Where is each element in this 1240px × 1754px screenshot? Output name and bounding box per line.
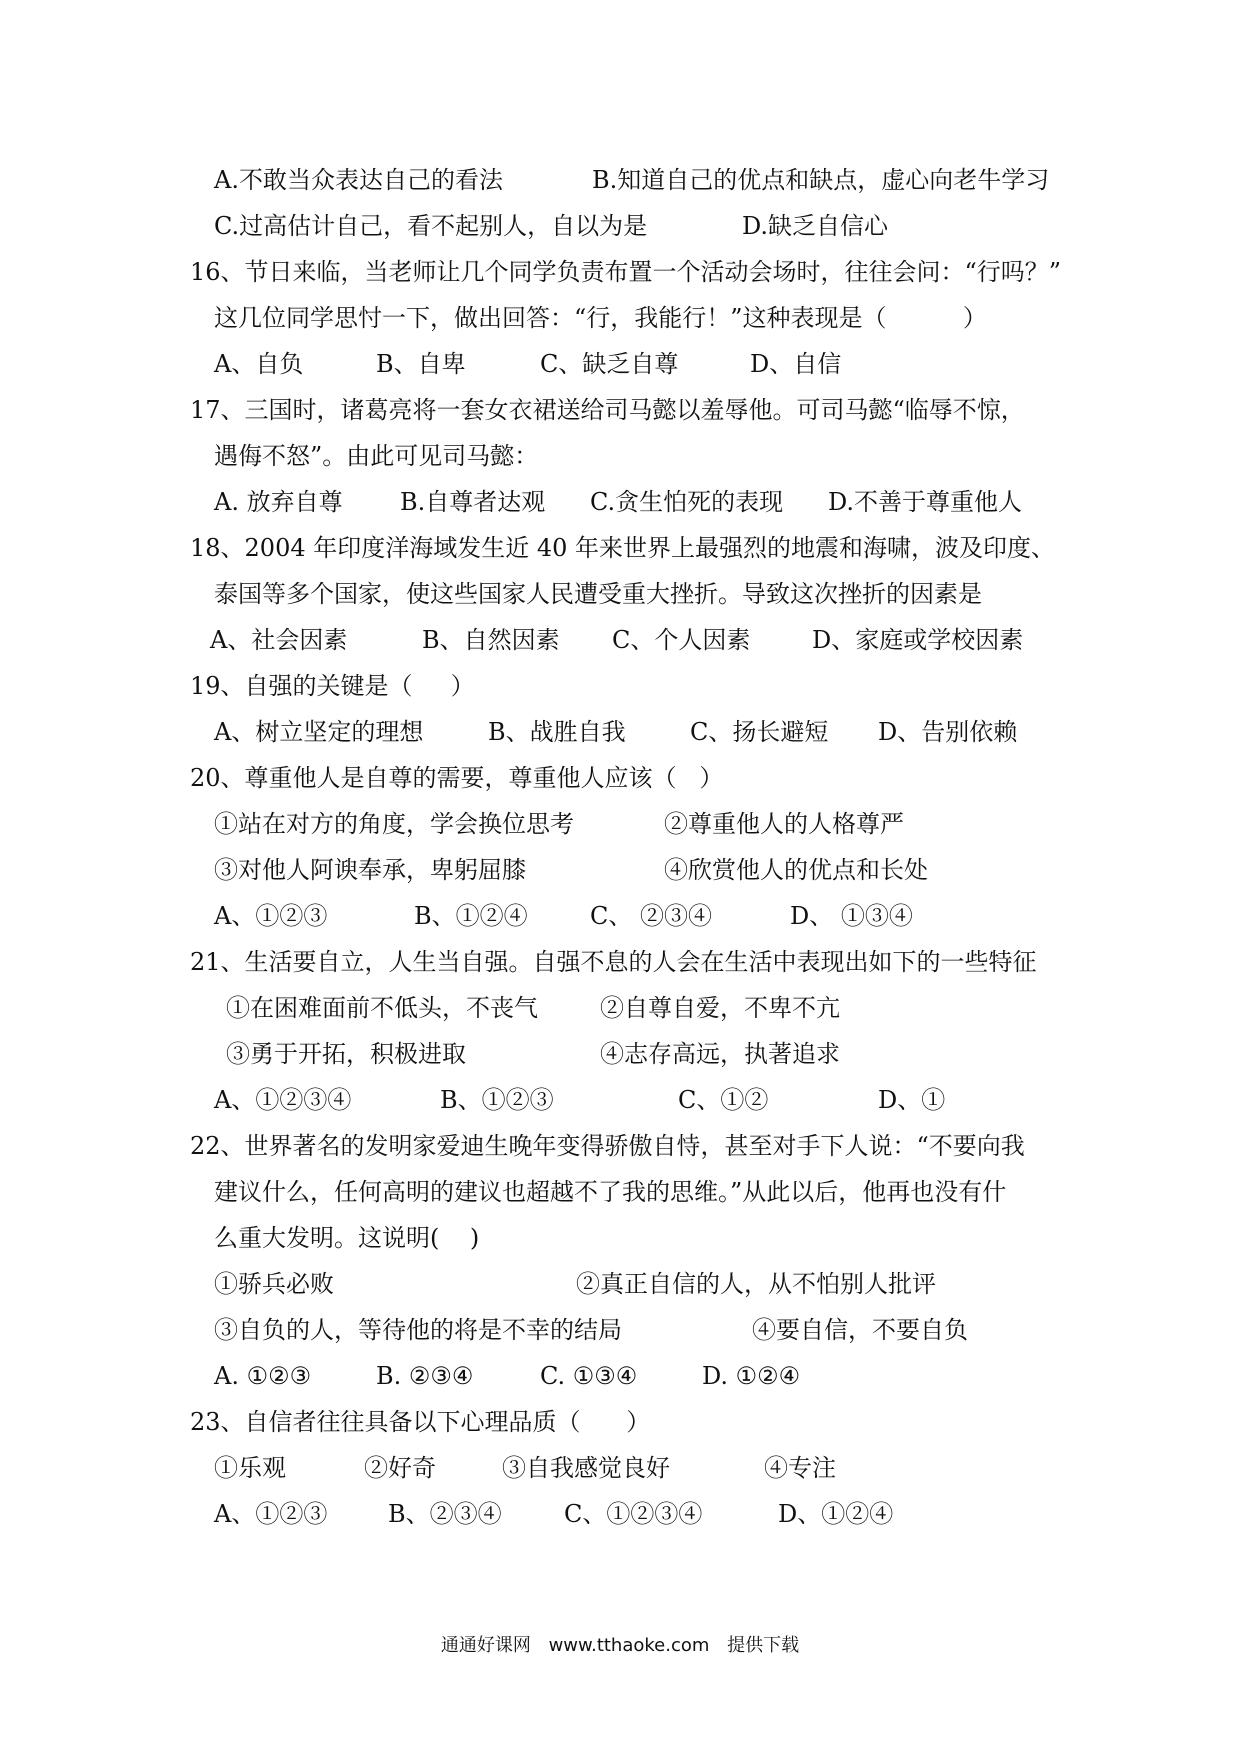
- q21-item-3: ③勇于开拓，积极进取: [226, 1040, 466, 1068]
- q17-option-d: D.不善于尊重他人: [828, 488, 1023, 516]
- q21-option-c: C、①②: [678, 1086, 769, 1114]
- q22-option-b: B. ②③④: [376, 1362, 474, 1390]
- q17-option-b: B.自尊者达观: [400, 488, 546, 516]
- q18-stem-line1: 18、2004 年印度洋海域发生近 40 年来世界上最强烈的地震和海啸，波及印度、: [190, 534, 1056, 562]
- q21-option-d: D、①: [878, 1086, 946, 1114]
- q19-option-b: B、战胜自我: [488, 718, 626, 746]
- q16-option-c: C、缺乏自尊: [540, 350, 679, 378]
- q19-option-a: A、树立坚定的理想: [214, 718, 424, 746]
- q16-option-b: B、自卑: [376, 350, 466, 378]
- q18-stem-line2: 泰国等多个国家，使这些国家人民遭受重大挫折。导致这次挫折的因素是: [214, 580, 982, 608]
- q16-option-d: D、自信: [750, 350, 842, 378]
- q21-item-2: ②自尊自爱，不卑不亢: [600, 994, 840, 1022]
- q19-stem: 19、自强的关键是（ ）: [190, 672, 475, 700]
- q22-item-3: ③自负的人，等待他的将是不幸的结局: [214, 1316, 622, 1344]
- q23-option-b: B、②③④: [388, 1500, 502, 1528]
- q18-option-b: B、自然因素: [422, 626, 560, 654]
- q18-option-d: D、家庭或学校因素: [812, 626, 1024, 654]
- q20-stem: 20、尊重他人是自尊的需要，尊重他人应该（ ）: [190, 764, 724, 792]
- q22-option-d: D. ①②④: [702, 1362, 801, 1390]
- q19-option-d: D、告别依赖: [878, 718, 1018, 746]
- q15-option-b: B.知道自己的优点和缺点，虚心向老牛学习: [592, 166, 1050, 194]
- q23-item-3: ③自我感觉良好: [502, 1454, 670, 1482]
- q21-item-4: ④志存高远，执著追求: [600, 1040, 840, 1068]
- q17-stem-line1: 17、三国时，诸葛亮将一套女衣裙送给司马懿以羞辱他。可司马懿“临辱不惊，: [190, 396, 1025, 424]
- q16-stem-line2: 这几位同学思忖一下，做出回答：“行，我能行！”这种表现是（ ）: [214, 304, 987, 332]
- q17-option-c: C.贪生怕死的表现: [590, 488, 784, 516]
- q17-option-a: A. 放弃自尊: [214, 488, 343, 516]
- q21-item-1: ①在困难面前不低头，不丧气: [226, 994, 538, 1022]
- q16-stem-line1: 16、节日来临，当老师让几个同学负责布置一个活动会场时，往往会问：“行吗？”: [190, 258, 1062, 286]
- q22-option-c: C. ①③④: [540, 1362, 638, 1390]
- footer-suffix: 提供下载: [727, 1635, 800, 1656]
- q18-option-c: C、个人因素: [612, 626, 751, 654]
- q21-option-a: A、①②③④: [214, 1086, 352, 1114]
- footer-url[interactable]: www.tthaoke.com: [548, 1635, 710, 1656]
- q20-item-2: ②尊重他人的人格尊严: [664, 810, 904, 838]
- q23-item-2: ②好奇: [364, 1454, 436, 1482]
- q15-option-a: A.不敢当众表达自己的看法: [214, 166, 503, 194]
- q15-option-d: D.缺乏自信心: [742, 212, 889, 240]
- q22-item-2: ②真正自信的人，从不怕别人批评: [576, 1270, 936, 1298]
- q23-option-d: D、①②④: [778, 1500, 894, 1528]
- q15-option-c: C.过高估计自己，看不起别人，自以为是: [214, 212, 648, 240]
- footer-site-name: 通通好课网: [440, 1635, 531, 1656]
- q22-option-a: A. ①②③: [214, 1362, 312, 1390]
- q22-stem-line2: 建议什么，任何高明的建议也超越不了我的思维。”从此以后，他再也没有什: [214, 1178, 1007, 1206]
- q20-option-b: B、①②④: [414, 902, 528, 930]
- q18-option-a: A、社会因素: [210, 626, 348, 654]
- q22-item-1: ①骄兵必败: [214, 1270, 334, 1298]
- q20-option-c: C、 ②③④: [590, 902, 712, 930]
- q21-option-b: B、①②③: [440, 1086, 554, 1114]
- q20-item-1: ①站在对方的角度，学会换位思考: [214, 810, 574, 838]
- q23-item-4: ④专注: [764, 1454, 836, 1482]
- page-footer: [0, 1634, 1240, 1658]
- q22-stem-line1: 22、世界著名的发明家爱迪生晚年变得骄傲自恃，甚至对手下人说：“不要向我: [190, 1132, 1025, 1160]
- q22-stem-line3: 么重大发明。这说明( ): [214, 1224, 480, 1252]
- q23-option-a: A、①②③: [214, 1500, 328, 1528]
- q20-item-4: ④欣赏他人的优点和长处: [664, 856, 928, 884]
- q20-item-3: ③对他人阿谀奉承，卑躬屈膝: [214, 856, 526, 884]
- q23-option-c: C、①②③④: [564, 1500, 703, 1528]
- q23-stem: 23、自信者往往具备以下心理品质（ ）: [190, 1408, 651, 1436]
- q20-option-d: D、 ①③④: [790, 902, 913, 930]
- q21-stem: 21、生活要自立，人生当自强。自强不息的人会在生活中表现出如下的一些特征: [190, 948, 1037, 976]
- q23-item-1: ①乐观: [214, 1454, 286, 1482]
- q19-option-c: C、扬长避短: [690, 718, 829, 746]
- q17-stem-line2: 遇侮不怒”。由此可见司马懿：: [214, 442, 539, 470]
- q20-option-a: A、①②③: [214, 902, 328, 930]
- q16-option-a: A、自负: [214, 350, 304, 378]
- q22-item-4: ④要自信，不要自负: [752, 1316, 968, 1344]
